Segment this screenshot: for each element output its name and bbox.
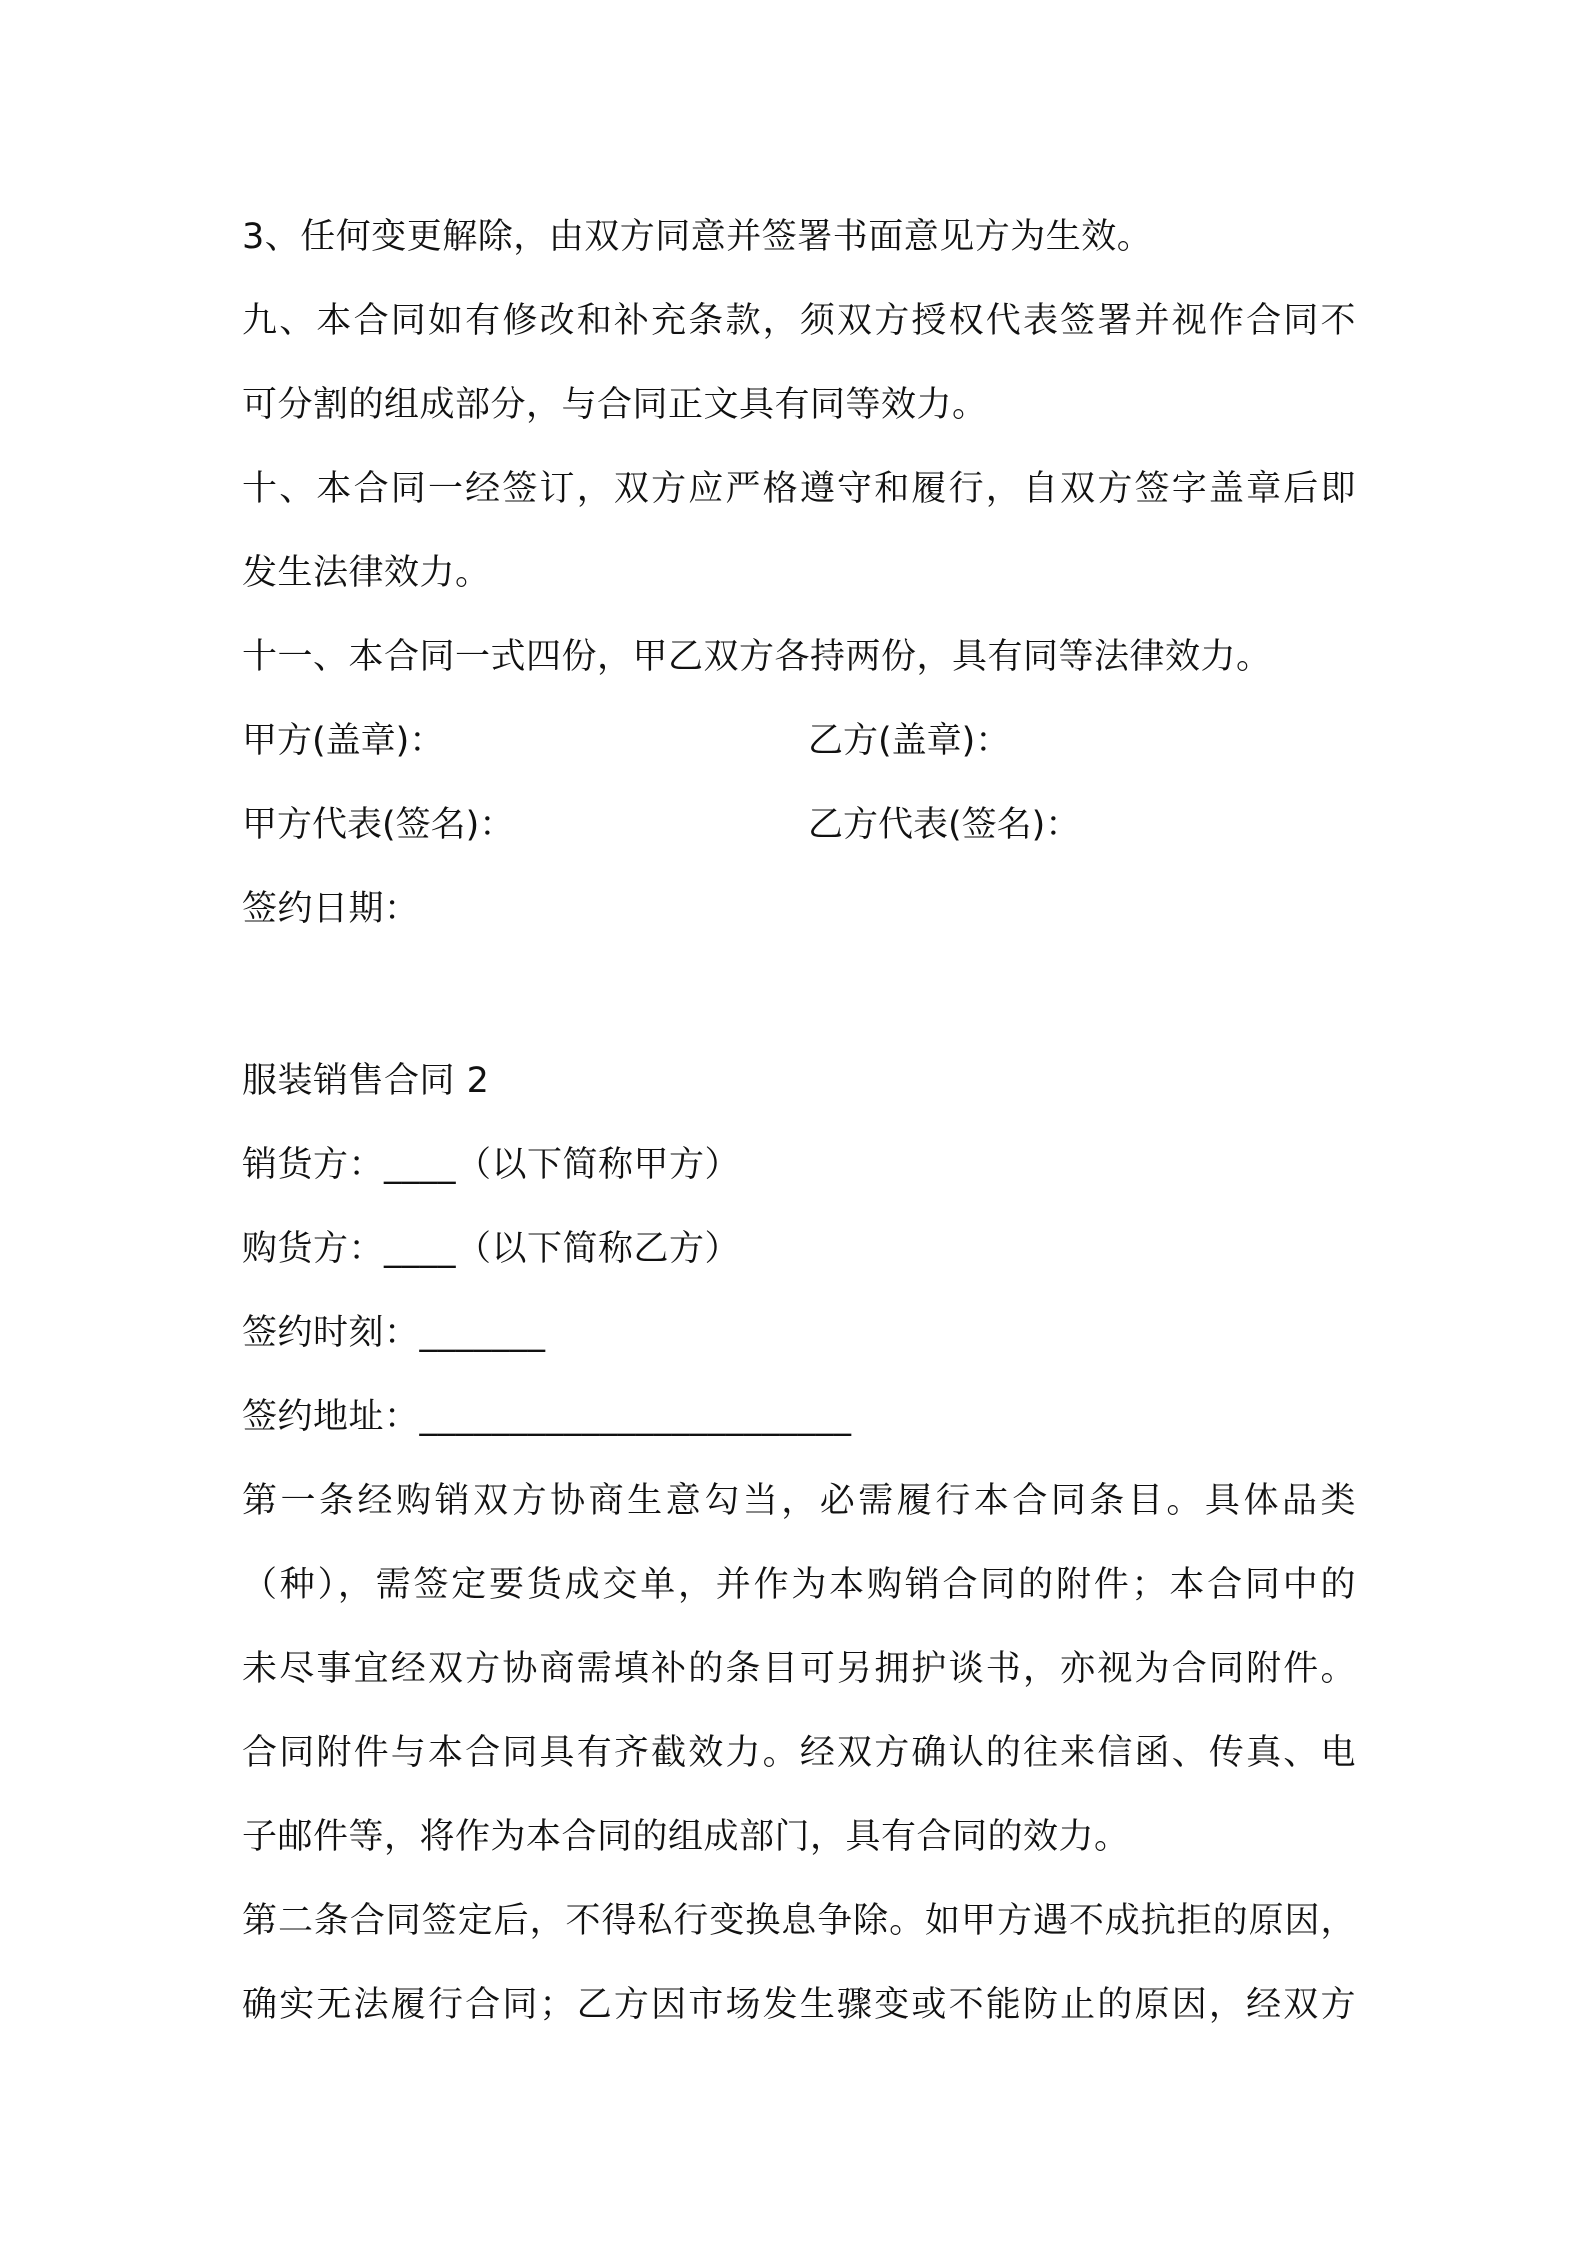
seller-line: 销货方：____（以下简称甲方） — [242, 1145, 741, 1185]
article-2-line: 第二条合同签定后，不得私行变换息争除。如甲方遇不成抗拒的原因， — [242, 1901, 1356, 1941]
clause-11: 十一、本合同一式四份，甲乙双方各持两份，具有同等法律效力。 — [242, 637, 1272, 677]
seal-row — [242, 699, 1362, 783]
article-1-line: 未尽事宜经双方协商需填补的条目可另拥护谈书，亦视为合同附件。 — [242, 1649, 1356, 1689]
sign-time-line: 签约时刻：_______ — [242, 1313, 546, 1353]
section-gap — [242, 951, 1362, 1039]
document-body — [242, 195, 1362, 2047]
article-1-line: 合同附件与本合同具有齐截效力。经双方确认的往来信函、传真、电 — [242, 1733, 1356, 1773]
clause-item-3: 3、任何变更解除，由双方同意并签署书面意见方为生效。 — [242, 217, 1153, 257]
clause-9-line-1: 九、本合同如有修改和补充条款，须双方授权代表签署并视作合同不 — [242, 301, 1356, 341]
party-a-rep-label: 甲方代表(签名)： — [242, 805, 515, 845]
clause-9-line-2: 可分割的组成部分，与合同正文具有同等效力。 — [242, 385, 988, 425]
party-b-rep-label: 乙方代表(签名)： — [808, 805, 1081, 845]
article-1-line: 子邮件等，将作为本合同的组成部门，具有合同的效力。 — [242, 1817, 1130, 1857]
article-1-line: （种），需签定要货成交单，并作为本购销合同的附件；本合同中的 — [242, 1565, 1356, 1605]
article-2-line: 确实无法履行合同；乙方因市场发生骤变或不能防止的原因，经双方 — [242, 1985, 1356, 2025]
party-b-seal-label: 乙方(盖章)： — [808, 721, 1011, 761]
clause-10-line-1: 十、本合同一经签订，双方应严格遵守和履行，自双方签字盖章后即 — [242, 469, 1356, 509]
sign-date-label: 签约日期： — [242, 889, 420, 929]
sign-place-line: 签约地址：________________________ — [242, 1397, 852, 1437]
article-1-line: 第一条经购销双方协商生意勾当，必需履行本合同条目。具体品类 — [242, 1481, 1356, 1521]
clause-10-line-2: 发生法律效力。 — [242, 553, 491, 593]
buyer-line: 购货方：____（以下简称乙方） — [242, 1229, 741, 1269]
representative-row — [242, 783, 1362, 867]
party-a-seal-label: 甲方(盖章)： — [242, 721, 445, 761]
contract-2-title: 服装销售合同 2 — [242, 1061, 490, 1101]
